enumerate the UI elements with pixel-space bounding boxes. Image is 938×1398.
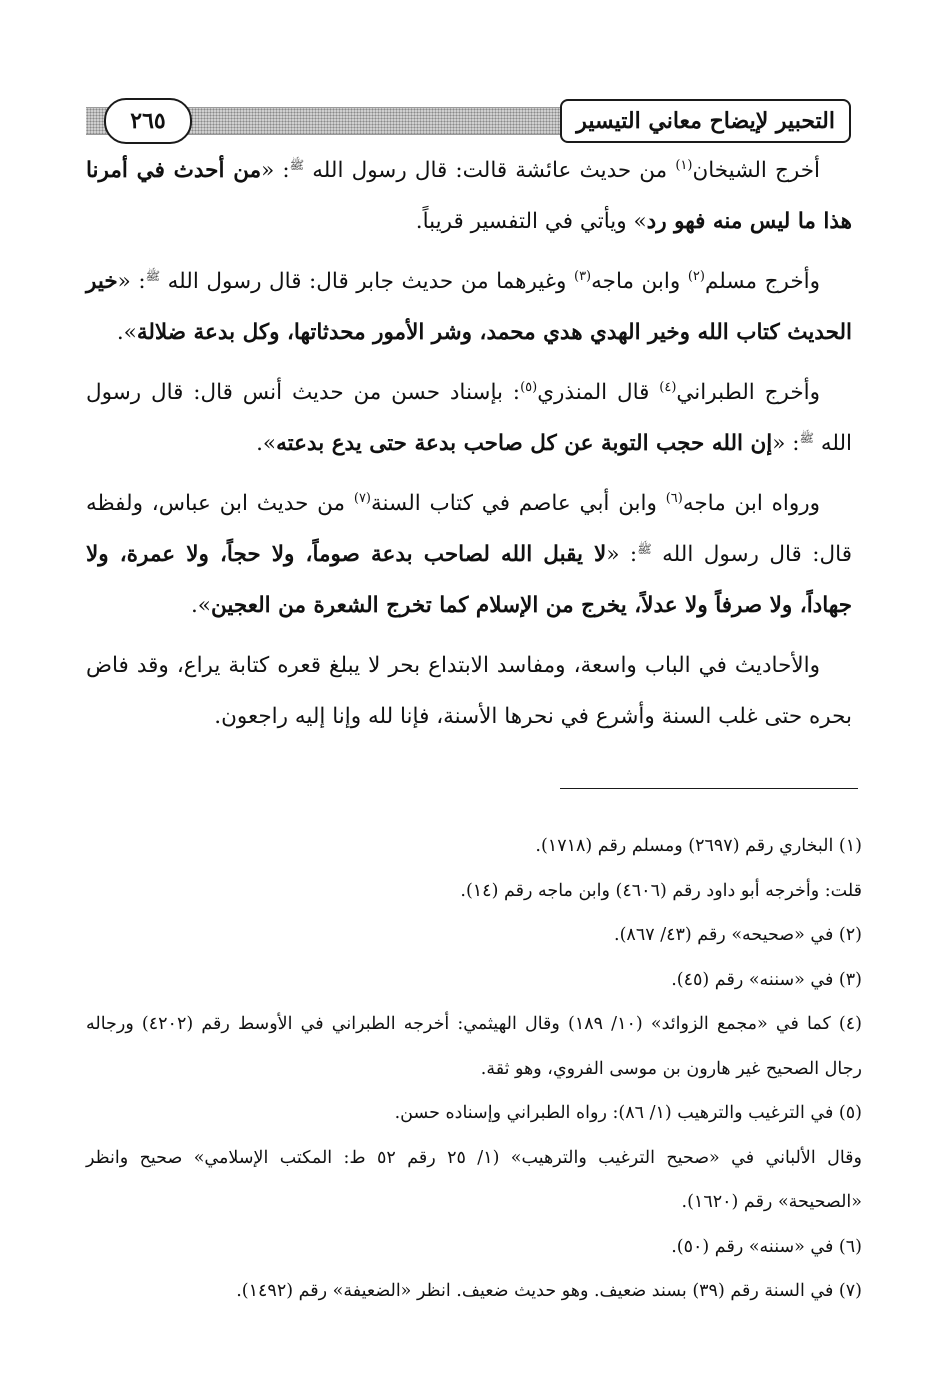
footnote: (١) البخاري رقم (٢٦٩٧) ومسلم رقم (١٧١٨). xyxy=(535,836,862,856)
text-segment: وأخرج الطبراني xyxy=(676,380,820,405)
text-segment: وغيرهما من حديث جابر قال: قال رسول الله xyxy=(160,269,574,294)
text-segment: وابن أبي عاصم في كتاب السنة xyxy=(371,491,666,516)
text-segment: وأخرج مسلم xyxy=(704,269,821,294)
footnote-ref: (٧) xyxy=(353,490,371,506)
text-segment: وابن ماجه xyxy=(591,269,688,294)
footnote: (٢) في «صحيحه» رقم (٤٣/ ٨٦٧). xyxy=(614,925,862,945)
footnote: (٧) في السنة رقم (٣٩) بسند ضعيف. وهو حديث ضعيف. انظر «الضعيفة» رقم (١٤٩٢). xyxy=(236,1281,862,1301)
text-segment: ». xyxy=(256,431,277,456)
salutation-glyph: ﷺ xyxy=(289,157,305,172)
hadith-quote: لا يقبل الله لصاحب بدعة صوماً، ولا حجاً، ولا عمرة، ولا جهاداً، ولا صرفاً ولا عدلاً، يخرج من الإسلام كما تخرج الشعرة من العجين xyxy=(86,542,852,618)
footnote-ref: (٦) xyxy=(665,490,683,506)
text-segment: : بإسناد حسن من حديث أنس قال: قال رسول الله xyxy=(86,380,852,456)
footnote: وقال الألباني في «صحيح الترغيب والترهيب» (١/ ٢٥ رقم ٥٢ ط: المكتب الإسلامي» صحيح وانظر «الصحيحة» رقم (١٦٢٠). xyxy=(86,1147,862,1212)
text-segment: من حديث عائشة قالت: قال رسول الله xyxy=(304,158,676,183)
main-text xyxy=(86,145,852,751)
text-segment: » ويأتي في التفسير قريباً. xyxy=(415,209,647,234)
book-title: التحبير لإيضاح معاني التيسير xyxy=(560,99,851,143)
running-header xyxy=(86,97,851,149)
text-segment: : « xyxy=(772,431,800,456)
salutation-glyph: ﷺ xyxy=(799,430,814,445)
footnote: قلت: وأخرجه أبو داود رقم (٤٦٠٦) وابن ماجه رقم (١٤). xyxy=(460,880,862,901)
text-segment: : « xyxy=(261,158,290,183)
text-segment: : « xyxy=(117,269,146,294)
text-segment: ورواه ابن ماجه xyxy=(682,491,821,516)
footnote-ref: (٥) xyxy=(520,379,538,395)
text-segment: : « xyxy=(606,542,638,567)
footnote: (٤) كما في «مجمع الزوائد» (١٠/ ١٨٩) وقال الهيثمي: أخرجه الطبراني في الأوسط رقم (٤٢٠٢) ورجاله رجال الصحيح غير هارون بن موسى الفروي، وهو ثقة. xyxy=(86,1014,862,1079)
hadith-quote: إن الله حجب التوبة عن كل صاحب بدعة حتى يدع بدعته xyxy=(276,431,773,456)
footnotes xyxy=(86,824,862,1314)
footnote: (٥) في الترغيب والترهيب (١/ ٨٦): رواه الطبراني وإسناده حسن. xyxy=(394,1103,862,1123)
footnote-separator xyxy=(560,788,858,789)
text-segment: ». xyxy=(116,320,137,345)
footnote-ref: (١) xyxy=(675,157,693,173)
footnote: (٦) في «سننه» رقم (٥٠). xyxy=(671,1236,862,1257)
salutation-glyph: ﷺ xyxy=(637,541,652,556)
paragraph-4 xyxy=(86,478,852,631)
footnote: (٣) في «سننه» رقم (٤٥). xyxy=(671,969,862,990)
footnote-ref: (٢) xyxy=(687,268,705,284)
text-segment: ». xyxy=(190,593,211,618)
text-segment: من حديث ابن عباس، ولفظه قال: قال رسول الله xyxy=(86,491,852,567)
footnote-ref: (٤) xyxy=(659,379,677,395)
hadith-quote: من أحدث في أمرنا هذا ما ليس منه فهو رد xyxy=(86,158,852,234)
paragraph-2 xyxy=(86,256,852,358)
footnote-ref: (٣) xyxy=(573,268,592,284)
paragraph-3 xyxy=(86,367,852,469)
salutation-glyph: ﷺ xyxy=(145,268,161,283)
paragraph-5: والأحاديث في الباب واسعة، ومفاسد الابتداع بحر لا يبلغ قعره كتابة يراع، وقد فاض بحره حتى غلب السنة وأشرع في نحرها الأسنة، فإنا لله وإنا إليه راجعون. xyxy=(86,653,852,729)
page-number: ٢٦٥ xyxy=(104,98,192,144)
text-segment: قال المنذري xyxy=(537,380,660,405)
text-segment: أخرج الشيخان xyxy=(692,158,821,183)
paragraph-1 xyxy=(86,145,852,247)
hadith-quote: خير الحديث كتاب الله وخير الهدي هدي محمد، وشر الأمور محدثاتها، وكل بدعة ضلالة xyxy=(86,269,852,345)
